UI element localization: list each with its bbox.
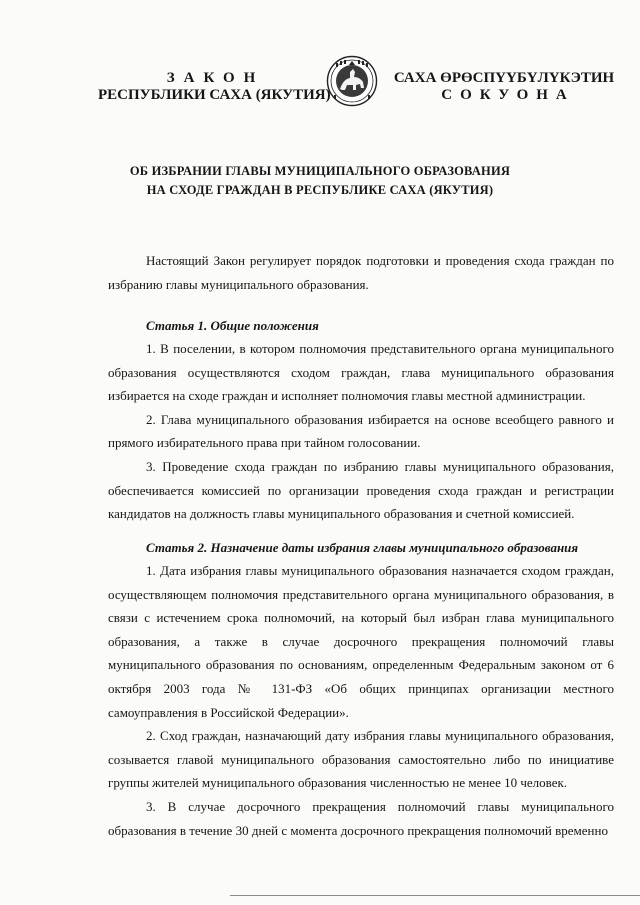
article1-paragraph2: 2. Глава муниципального образования избирается на основе всеобщего равного и прямого избирательного права при тайном голосовании. — [108, 411, 614, 451]
header-right-line1: САХА ӨРӨСПҮҮБҮЛҮКЭТИН — [393, 70, 615, 86]
header-left-line1: ЗАКОН — [166, 70, 265, 86]
law-title-line1: ОБ ИЗБРАНИИ ГЛАВЫ МУНИЦИПАЛЬНОГО ОБРАЗОВАНИЯ — [129, 164, 511, 178]
article1-paragraph3: 3. Проведение схода граждан по избранию главы муниципального образования, обеспечивается комиссией по организации проведения схода граждан и регистрации кандидатов на должность главы муниципального образования и счетной комиссией. — [108, 458, 614, 522]
article1-paragraph1: 1. В поселении, в котором полномочия представительного органа муниципального образования осуществляются сходом граждан, глава муниципального образования избирается на сходе граждан и исполняет полномочия главы местной администрации. — [108, 341, 614, 404]
article1-body — [108, 337, 614, 526]
preamble-block — [108, 249, 614, 296]
article2-paragraph2: 2. Сход граждан, назначающий дату избрания главы муниципального образования, созывается главой муниципального образования самостоятельно либо по инициативе группы жителей муниципального образования численностью не менее 10 человек. — [108, 728, 614, 791]
scan-edge-line — [230, 895, 640, 896]
article2-paragraph3: 3. В случае досрочного прекращения полномочий главы муниципального образования в течение 30 дней с момента досрочного прекращения полномочий временно — [108, 798, 614, 838]
article2-heading: Статья 2. Назначение даты избрания главы муниципального образования — [146, 540, 579, 555]
article2-paragraph1: 1. Дата избрания главы муниципального образования назначается сходом граждан, осуществляющем полномочия представительного органа муниципального образования, в связи с истечением срока полномочий, на который был избран глава муниципального образования, а также в случае досрочного прекращения полномочий главы муниципального образования по основаниям, определенным Федеральным законом от 6 октября 2003 года № 131-ФЗ «Об общих принципах организации местного самоуправления в Российской Федерации». — [108, 563, 614, 720]
preamble-text: Настоящий Закон регулирует порядок подготовки и проведения схода граждан по избранию главы муниципального образования. — [108, 253, 614, 292]
header-right — [382, 70, 626, 104]
article1-heading: Статья 1. Общие положения — [146, 318, 319, 333]
law-title-line2: НА СХОДЕ ГРАЖДАН В РЕСПУБЛИКЕ САХА (ЯКУТИЯ) — [146, 183, 494, 197]
coat-of-arms-sakha-icon — [326, 55, 378, 107]
article2-body — [108, 559, 614, 842]
header-left-line2: РЕСПУБЛИКИ САХА (ЯКУТИЯ) — [98, 87, 331, 103]
header-right-line2: СОКУОНА — [441, 87, 575, 103]
header-left — [98, 70, 331, 104]
